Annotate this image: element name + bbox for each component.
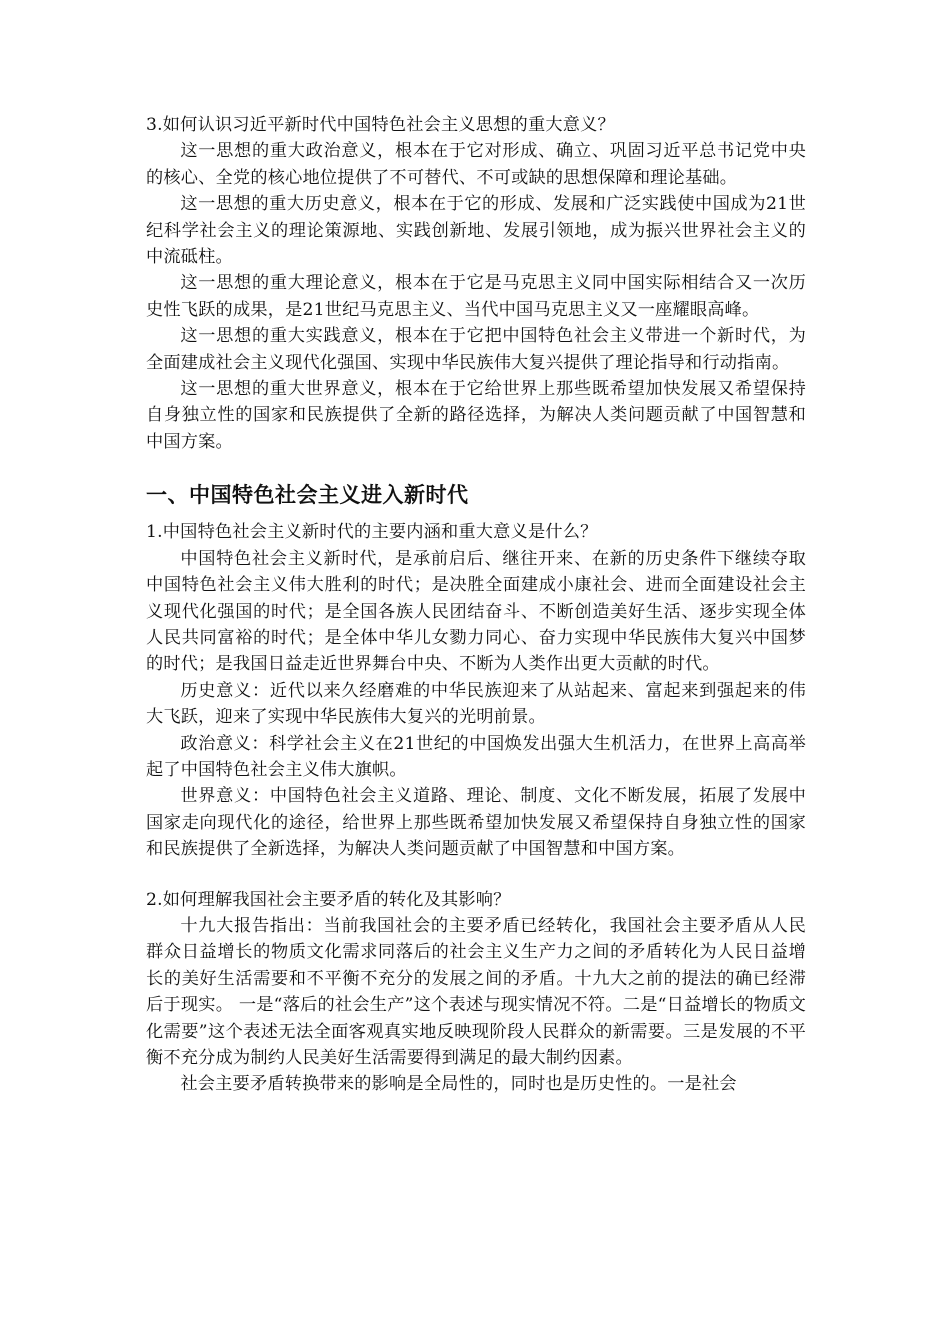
- paragraph: 这一思想的重大实践意义，根本在于它把中国特色社会主义带进一个新时代，为全面建成社会主义现代化强国、实现中华民族伟大复兴提供了理论指导和行动指南。: [146, 326, 806, 373]
- paragraph: 中国特色社会主义新时代，是承前启后、继往开来、在新的历史条件下继续夺取中国特色社会主义伟大胜利的时代；是决胜全面建成小康社会、进而全面建设社会主义现代化强国的时代；是全国各族人民团结奋斗、不断创造美好生活、逐步实现全体人民共同富裕的时代；是全体中华儿女勠力同心、奋力实现中华民族伟大复兴中国梦的时代；是我国日益走近世界舞台中央、不断为人类作出更大贡献的时代。: [146, 548, 806, 675]
- paragraph: 这一思想的重大世界意义，根本在于它给世界上那些既希望加快发展又希望保持自身独立性的国家和民族提供了全新的路径选择，为解决人类问题贡献了中国智慧和中国方案。: [146, 379, 806, 452]
- paragraph: 社会主要矛盾转换带来的影响是全局性的，同时也是历史性的。一是社会: [180, 1074, 737, 1095]
- paragraph: 这一思想的重大政治意义，根本在于它对形成、确立、巩固习近平总书记党中央的核心、全党的核心地位提供了不可替代、不可或缺的思想保障和理论基础。: [146, 141, 806, 188]
- question-heading: 2.如何理解我国社会主要矛盾的转化及其影响？: [146, 889, 511, 910]
- paragraph-gap: [146, 863, 806, 887]
- section-heading: 一、中国特色社会主义进入新时代: [146, 483, 469, 508]
- paragraph: 政治意义：科学社会主义在21世纪的中国焕发出强大生机活力，在世界上高高举起了中国特色社会主义伟大旗帜。: [146, 733, 806, 780]
- paragraph: 世界意义：中国特色社会主义道路、理论、制度、文化不断发展，拓展了发展中国家走向现代化的途径，给世界上那些既希望加快发展又希望保持自身独立性的国家和民族提供了全新选择，为解决人类问题贡献了中国智慧和中国方案。: [146, 786, 806, 860]
- paragraph: 历史意义：近代以来久经磨难的中华民族迎来了从站起来、富起来到强起来的伟大飞跃，迎来了实现中华民族伟大复兴的光明前景。: [146, 680, 806, 728]
- document-page: [146, 112, 806, 1098]
- paragraph: 这一思想的重大理论意义，根本在于它是马克思主义同中国实际相结合又一次历史性飞跃的成果，是21世纪马克思主义、当代中国马克思主义又一座耀眼高峰。: [146, 273, 806, 320]
- paragraph: 十九大报告指出：当前我国社会的主要矛盾已经转化，我国社会主要矛盾从人民群众日益增长的物质文化需求同落后的社会主义生产力之间的矛盾转化为人民日益增长的美好生活需要和不平衡不充分的发展之间的矛盾。十九大之前的提法的确已经滞后于现实。 一是“落后的社会生产”这个表述与现实情况不符。二是“日益增长的物质文化需要”这个表述无法全面客观真实地反映现阶段人民群众的新需要。三是发展的不平衡不充分成为制约人民美好生活需要得到满足的最大制约因素。: [146, 915, 806, 1068]
- paragraph: 这一思想的重大历史意义，根本在于它的形成、发展和广泛实践使中国成为21世纪科学社会主义的理论策源地、实践创新地、发展引领地，成为振兴世界社会主义的中流砥柱。: [146, 194, 806, 268]
- question-heading: 3.如何认识习近平新时代中国特色社会主义思想的重大意义？: [146, 115, 615, 135]
- question-heading: 1.中国特色社会主义新时代的主要内涵和重大意义是什么？: [146, 522, 598, 543]
